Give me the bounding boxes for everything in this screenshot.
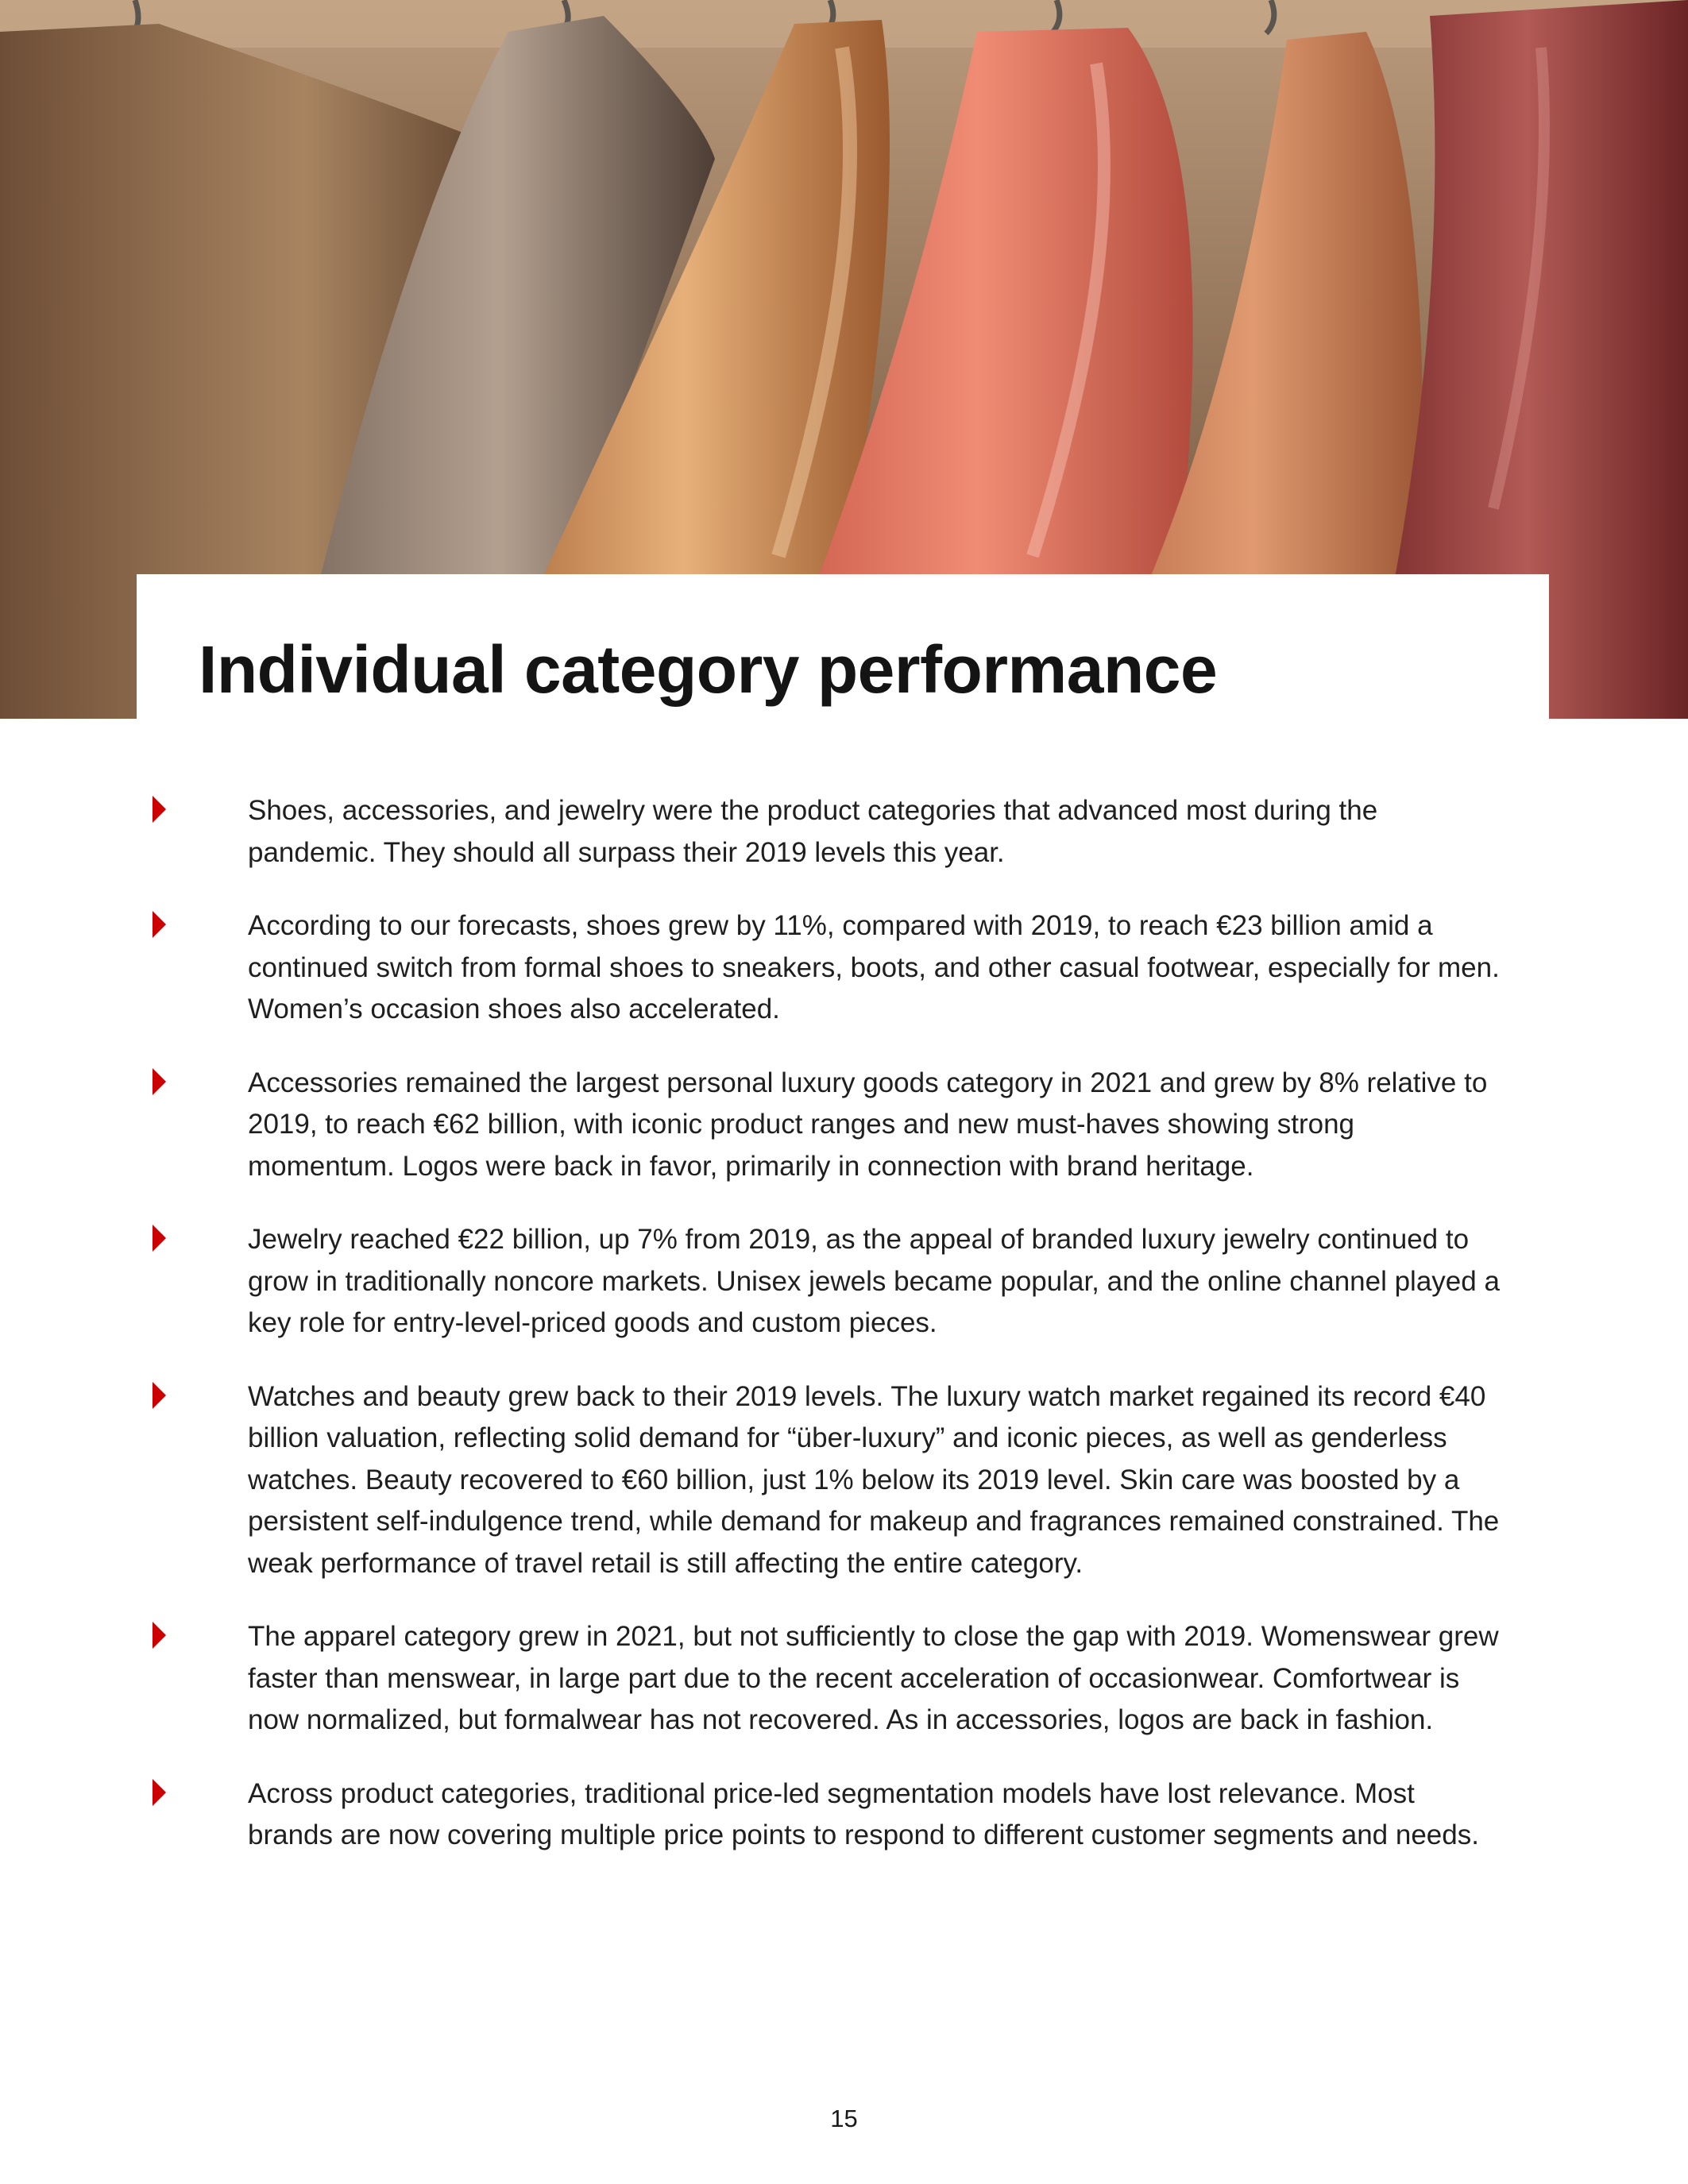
bullet-text: According to our forecasts, shoes grew by 11%, compared with 2019, to reach €23 billion amid a continued switch from formal shoes to sneakers, boots, and other casual footwear, especially for men. Women’s occasion shoes also accelerated.	[248, 910, 1500, 1024]
bullet-text: Watches and beauty grew back to their 2019 levels. The luxury watch market regained its record €40 billion valuation, reflecting solid demand for “über-luxury” and iconic pieces, as well as genderless watches. Beauty recovered to €60 billion, just 1% below its 2019 level. Skin care was boosted by a persistent self-indulgence trend, while demand for makeup and fragrances remained constrained. The weak performance of travel retail is still affecting the entire category.	[248, 1380, 1500, 1579]
red-triangle-bullet-icon	[153, 1779, 166, 1806]
red-triangle-bullet-icon	[153, 1068, 166, 1095]
bullet-text: Accessories remained the largest personal luxury goods category in 2021 and grew by 8% relative to 2019, to reach €62 billion, with iconic product ranges and new must-haves showing strong momentum. Logos were back in favor, primarily in connection with brand heritage.	[248, 1067, 1488, 1182]
bullet-list	[197, 790, 1500, 1889]
list-item	[197, 1063, 1500, 1188]
red-triangle-bullet-icon	[153, 1225, 166, 1252]
list-item	[197, 790, 1500, 874]
bullet-text: The apparel category grew in 2021, but not sufficiently to close the gap with 2019. Womenswear grew faster than menswear, in large part due to the recent acceleration of occasionwear. Comfortwear is now normalized, but formalwear has not recovered. As in accessories, logos are back in fashion.	[248, 1621, 1499, 1735]
red-triangle-bullet-icon	[153, 796, 166, 823]
bullet-text: Jewelry reached €22 billion, up 7% from 2019, as the appeal of branded luxury jewelry continued to grow in traditionally noncore markets. Unisex jewels became popular, and the online channel played a key role for entry-level-priced goods and custom pieces.	[248, 1224, 1500, 1338]
list-item	[197, 905, 1500, 1031]
bullet-text: Across product categories, traditional price-led segmentation models have lost relevance. Most brands are now covering multiple price points to respond to different customer segments and needs.	[248, 1777, 1479, 1850]
title-card	[137, 574, 1549, 725]
list-item	[197, 1773, 1500, 1857]
list-item	[197, 1616, 1500, 1742]
page-title: Individual category performance	[199, 632, 1218, 707]
red-triangle-bullet-icon	[153, 1382, 166, 1409]
red-triangle-bullet-icon	[153, 1622, 166, 1649]
list-item	[197, 1219, 1500, 1345]
red-triangle-bullet-icon	[153, 911, 166, 938]
bullet-text: Shoes, accessories, and jewelry were the product categories that advanced most during the pandemic. They should all surpass their 2019 levels this year.	[248, 795, 1378, 868]
page-number: 15	[830, 2105, 858, 2132]
list-item	[197, 1376, 1500, 1585]
